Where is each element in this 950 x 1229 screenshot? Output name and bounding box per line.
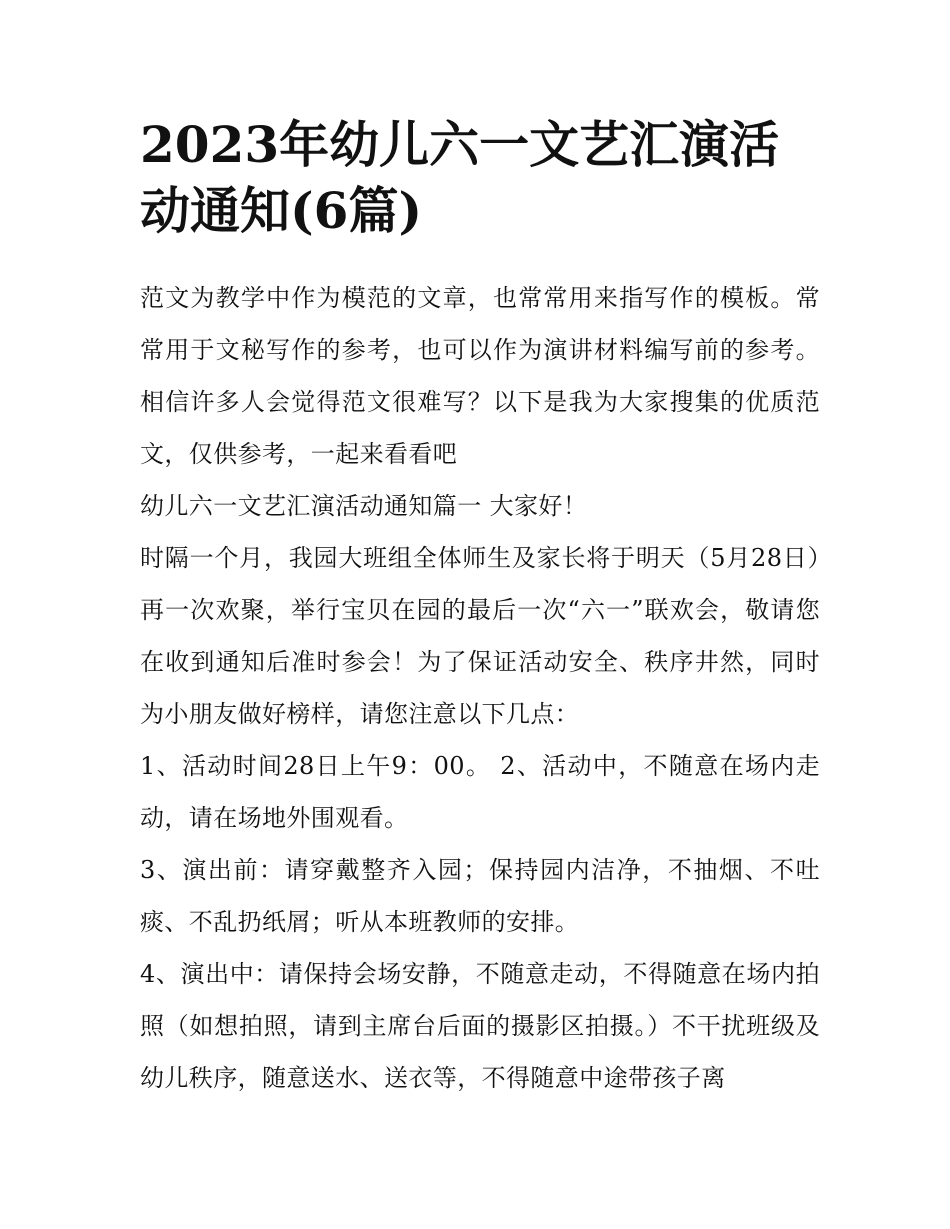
document-body [140, 272, 820, 1104]
notice-paragraph: 时隔一个月，我园大班组全体师生及家长将于明天（5月28日）再一次欢聚，举行宝贝在园的最后一次“六一”联欢会，敬请您在收到通知后准时参会！为了保证活动安全、秩序井然，同时为小朋友做好榜样，请您注意以下几点： [140, 544, 820, 728]
rule-item-3: 3、演出前：请穿戴整齐入园；保持园内洁净，不抽烟、不吐痰、不乱扔纸屑；听从本班教师的安排。 [140, 856, 820, 936]
rule-item-1-2: 1、活动时间28日上午9：00。 2、活动中，不随意在场内走动，请在场地外围观看。 [140, 752, 820, 832]
section-heading-paragraph: 幼儿六一文艺汇演活动通知篇一 大家好！ [140, 492, 588, 520]
rule-item-4: 4、演出中：请保持会场安静，不随意走动，不得随意在场内拍照（如想拍照，请到主席台后面的摄影区拍摄。）不干扰班级及幼儿秩序，随意送水、送衣等，不得随意中途带孩子离 [140, 960, 820, 1092]
document-page [140, 112, 820, 1104]
document-title: 2023年幼儿六一文艺汇演活动通知(6篇) [140, 115, 780, 240]
intro-paragraph: 范文为教学中作为模范的文章，也常常用来指写作的模板。常常用于文秘写作的参考，也可以作为演讲材料编写前的参考。相信许多人会觉得范文很难写？以下是我为大家搜集的优质范文，仅供参考，一起来看看吧 [140, 284, 820, 468]
